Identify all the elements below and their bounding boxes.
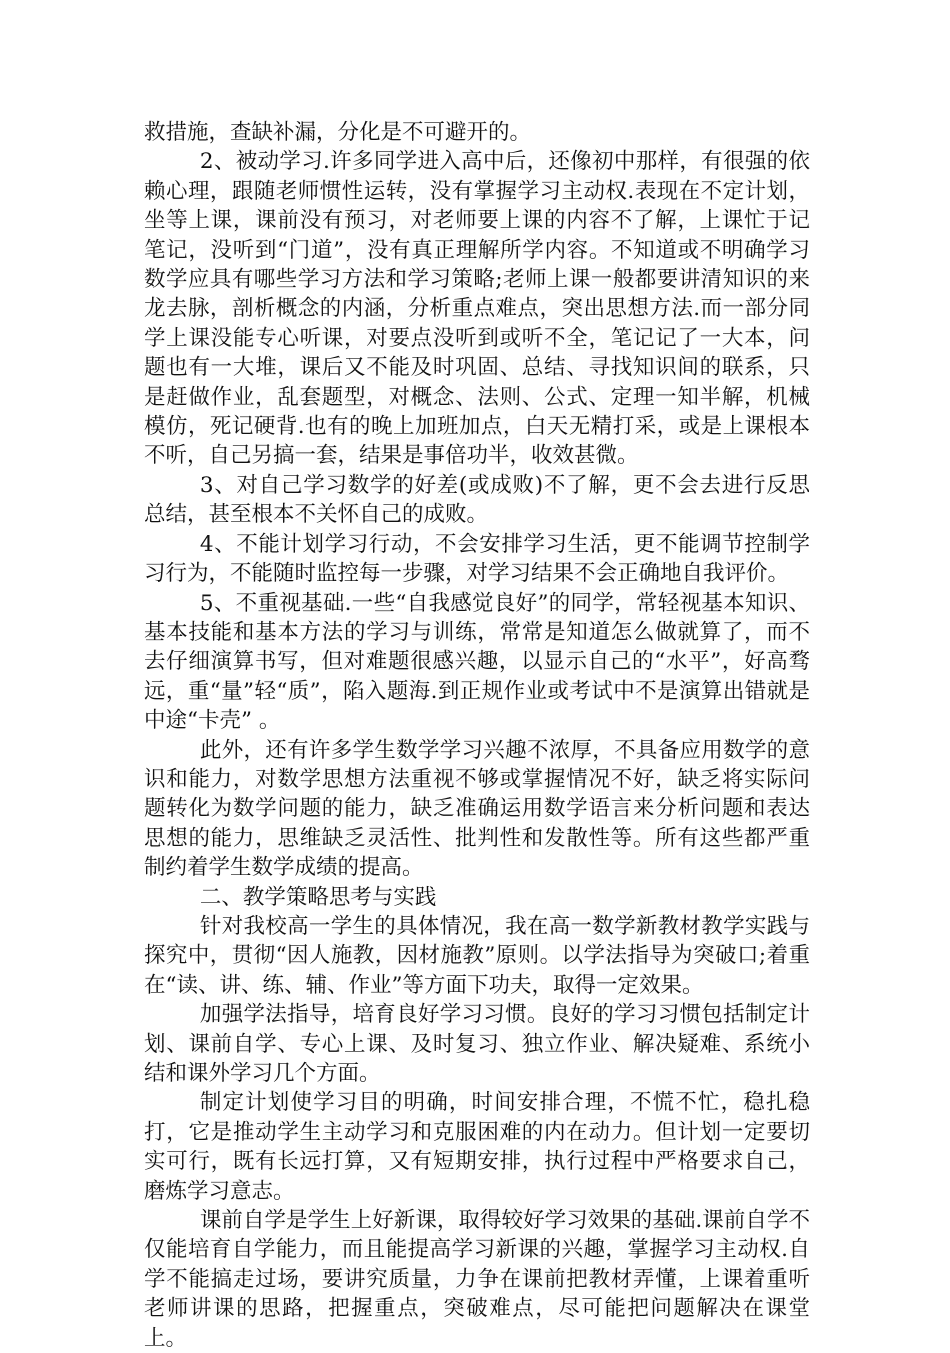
document-body: [144, 118, 810, 1353]
paragraph-preview: 课前自学是学生上好新课，取得较好学习效果的基础.课前自学不仅能培育自学能力，而且能提高学习新课的兴趣，掌握学习主动权.自学不能搞走过场，要讲究质量，力争在课前把教材弄懂，上课着重听老师讲课的思路，把握重点，突破难点，尽可能把问题解决在课堂上。: [144, 1208, 810, 1351]
paragraph-continuation: 救措施，查缺补漏，分化是不可避开的。: [144, 120, 532, 145]
paragraph-planning: 4、不能计划学习行动，不会安排学习生活，更不能调节控制学习行为，不能随时监控每一步骤，对学习结果不会正确地自我评价。: [144, 531, 810, 587]
paragraph-make-plan: 制定计划使学习目的明确，时间安排合理，不慌不忙，稳扎稳打，它是推动学生主动学习和克服困难的内在动力。但计划一定要切实可行，既有长远打算，又有短期安排，执行过程中严格要求自己，磨炼学习意志。: [144, 1090, 810, 1204]
paragraph-passive-learning: 2、被动学习.许多同学进入高中后，还像初中那样，有很强的依赖心理，跟随老师惯性运转，没有掌握学习主动权.表现在不定计划，坐等上课，课前没有预习，对老师要上课的内容不了解，上课忙于记笔记，没听到“门道”，没有真正理解所学内容。不知道或不明确学习数学应具有哪些学习方法和学习策略;老师上课一般都要讲清知识的来龙去脉，剖析概念的内涵，分析重点难点，突出思想方法.而一部分同学上课没能专心听课，对要点没听到或听不全，笔记记了一大本，问题也有一大堆，课后又不能及时巩固、总结、寻找知识间的联系，只是赶做作业，乱套题型，对概念、法则、公式、定理一知半解，机械模仿，死记硬背.也有的晚上加班加点，白天无精打采，或是上课根本不听，自己另搞一套，结果是事倍功半，收效甚微。: [144, 149, 810, 469]
paragraph-additionally: 此外，还有许多学生数学学习兴趣不浓厚，不具备应用数学的意识和能力，对数学思想方法重视不够或掌握情况不好，缺乏将实际问题转化为数学问题的能力，缺乏准确运用数学语言来分析问题和表达思想的能力，思维缺乏灵活性、批判性和发散性等。所有这些都严重制约着学生数学成绩的提高。: [144, 737, 810, 881]
paragraph-strategy-intro: 针对我校高一学生的具体情况，我在高一数学新教材教学实践与探究中，贯彻“因人施教，因材施教”原则。以学法指导为突破口;着重在“读、讲、练、辅、作业”等方面下功夫，取得一定效果。: [144, 913, 810, 998]
paragraph-study-habits: 加强学法指导，培育良好学习习惯。良好的学习习惯包括制定计划、课前自学、专心上课、及时复习、独立作业、解决疑难、系统小结和课外学习几个方面。: [144, 1002, 810, 1086]
paragraph-basics: 5、不重视基础.一些“自我感觉良好”的同学，常轻视基本知识、基本技能和基本方法的学习与训练，常常是知道怎么做就算了，而不去仔细演算书写，但对难题很感兴趣，以显示自己的“水平”，好高骛远，重“量”轻“质”，陷入题海.到正规作业或考试中不是演算出错就是中途“卡壳” 。: [144, 590, 810, 734]
section-heading: 二、教学策略思考与实践: [199, 884, 437, 910]
paragraph-self-assessment: 3、对自己学习数学的好差(或成败)不了解，更不会去进行反思总结，甚至根本不关怀自己的成败。: [144, 472, 810, 528]
